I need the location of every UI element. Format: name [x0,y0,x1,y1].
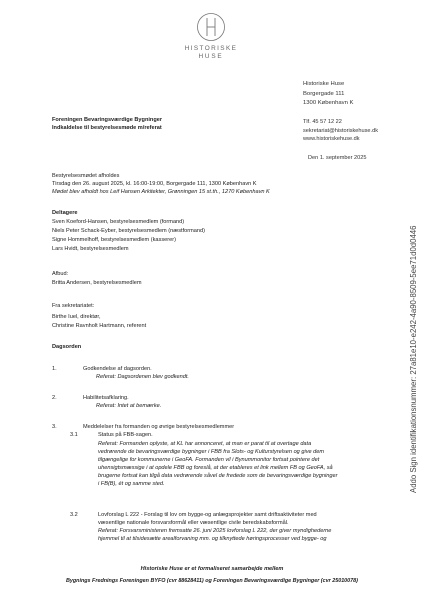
recipient-name: Foreningen Bevaringsværdige Bygninger [52,117,163,123]
agenda-subitem-title: Status på FBB-sagen. [98,432,153,438]
sender-street: Borgergade 111 [303,90,345,97]
sender-contact [303,118,378,144]
agenda-item-number: 1. [52,366,57,372]
secretariat-item: Christine Ravnholt Hartmann, referent [52,323,147,329]
agenda-item-number: 3. [52,424,57,430]
agenda-heading: Dagsorden [52,344,82,350]
participants-heading: Deltagere [52,210,78,216]
absent-item: Britta Andersen, bestyrelsesmedlem [52,280,142,286]
minutes-line: Referat: Forsvarsministeren fremsatte 26. juni 2025 lovforslag L 222, der giver myndighederne [98,528,332,534]
minutes-line: Referat: Formanden oplyste, at KL har annonceret, at man er parat til at overtage data [98,441,312,447]
sender-phone: Tlf. 45 57 12 22 [303,119,342,125]
sender-name: Historiske Huse [303,81,345,87]
sender-city: 1300 København K [303,100,354,107]
agenda-subitem-title: Lovforslag L 222 - Forslag til lov om bygge-og anlægsprojekter samt driftsaktiviteter med [98,512,317,518]
minutes-line: i FB(B), ét og samme sted. [98,481,165,487]
agenda-item-number: 2. [52,395,57,401]
agenda-item-minutes: Referat: Intet at bemærke. [96,403,162,409]
logo-title: HISTORISKE [184,45,238,52]
letter-date: Den 1. september 2025 [308,155,367,161]
secretariat-item: Birthe Iuel, direktør, [52,314,101,320]
absent-heading: Afbud: [52,271,69,277]
agenda-item-title: Godkendelse af dagsorden. [83,366,152,372]
signature-id-text: Addo Sign identifikationsnummer: 27a81e10-e242-4a90-8509-5ee71d0d0446 [409,225,418,493]
meeting-intro: Bestyrelsesmødet afholdes [52,173,120,179]
agenda-item-title: Habilitetsafklaring. [83,395,129,401]
recipient-block [52,116,162,133]
participant-item: Niels Peter Schack-Eyber, bestyrelsesmedlem (næstformand) [52,228,205,234]
agenda-subitem-number: 3.1 [70,432,78,438]
minutes-line: brugerne fortsat kan tilgå data vedrørende såvel de fredede som de bevaringsværdige bygninger [98,473,338,479]
agenda-subitem-number: 3.2 [70,512,78,518]
meeting-time-place: Tirsdag den 26. august 2025, kl. 16:00-19:00, Borgergade 111, 1300 København K [52,181,257,187]
logo-subtitle: HUSE [198,53,224,60]
secretariat-heading: Fra sekretariatet: [52,303,95,309]
meeting-actual-place: Mødet blev afholdt hos Leif Hansen Arkitekter, Grønningen 15 st.th., 1270 København K [52,189,270,195]
minutes-line: hjemmel til at tilsidesætte arealforvaning mm. og tilknyttede høringsprocesser ved bygge- og [98,536,327,542]
footer-line-2: Bygnings Frednings Foreningen BYFO (cvr 88628411) og Foreningen Bevaringsværdige Bygninger (cvr 25010078) [66,578,358,584]
signature-id-sidebar [409,173,421,493]
minutes-line: uhensigtsmæssige i at opdele FBB og foreslå, at der etableres et link mellem FB og GeoFA, så [98,465,333,471]
participant-item: Signe Hommelhoff, bestyrelsesmedlem (kasserer) [52,237,176,243]
participant-item: Lars Hvidt, bestyrelsesmedlem [52,246,129,252]
agenda-subitem-title: væsentlige nationale forsvarsformål eller væsentlige civile beredskabsformål. [98,520,289,526]
footer-line-1: Historiske Huse er et formaliseret samarbejde mellem [140,566,284,572]
agenda-item-title: Meddelelser fra formanden og øvrige bestyrelsesmedlemmer [83,424,235,430]
sender-address [303,80,353,109]
minutes-line: tilgængelige for kommunerne i GeoFA. Formanden vil i Bynummonitor fortsat pointere det [98,457,320,463]
minutes-line: vedrørende de bevaringsværdige bygninger i FBB fra Slots- og Kulturstyrelsen og give dem [98,449,325,455]
agenda-item-minutes: Referat: Dagsordenen blev godkendt. [96,374,189,380]
sender-email: sekretariat@historiskehuse.dk [303,127,379,134]
historiske-huse-logo-icon [196,12,226,42]
sender-web: www.historiskehuse.dk [303,136,360,143]
document-subject: Indkaldelse til bestyrelsesmøde m/referat [52,125,162,132]
participant-item: Sven Koeford-Hansen, bestyrelsesmedlem (formand) [52,219,185,225]
